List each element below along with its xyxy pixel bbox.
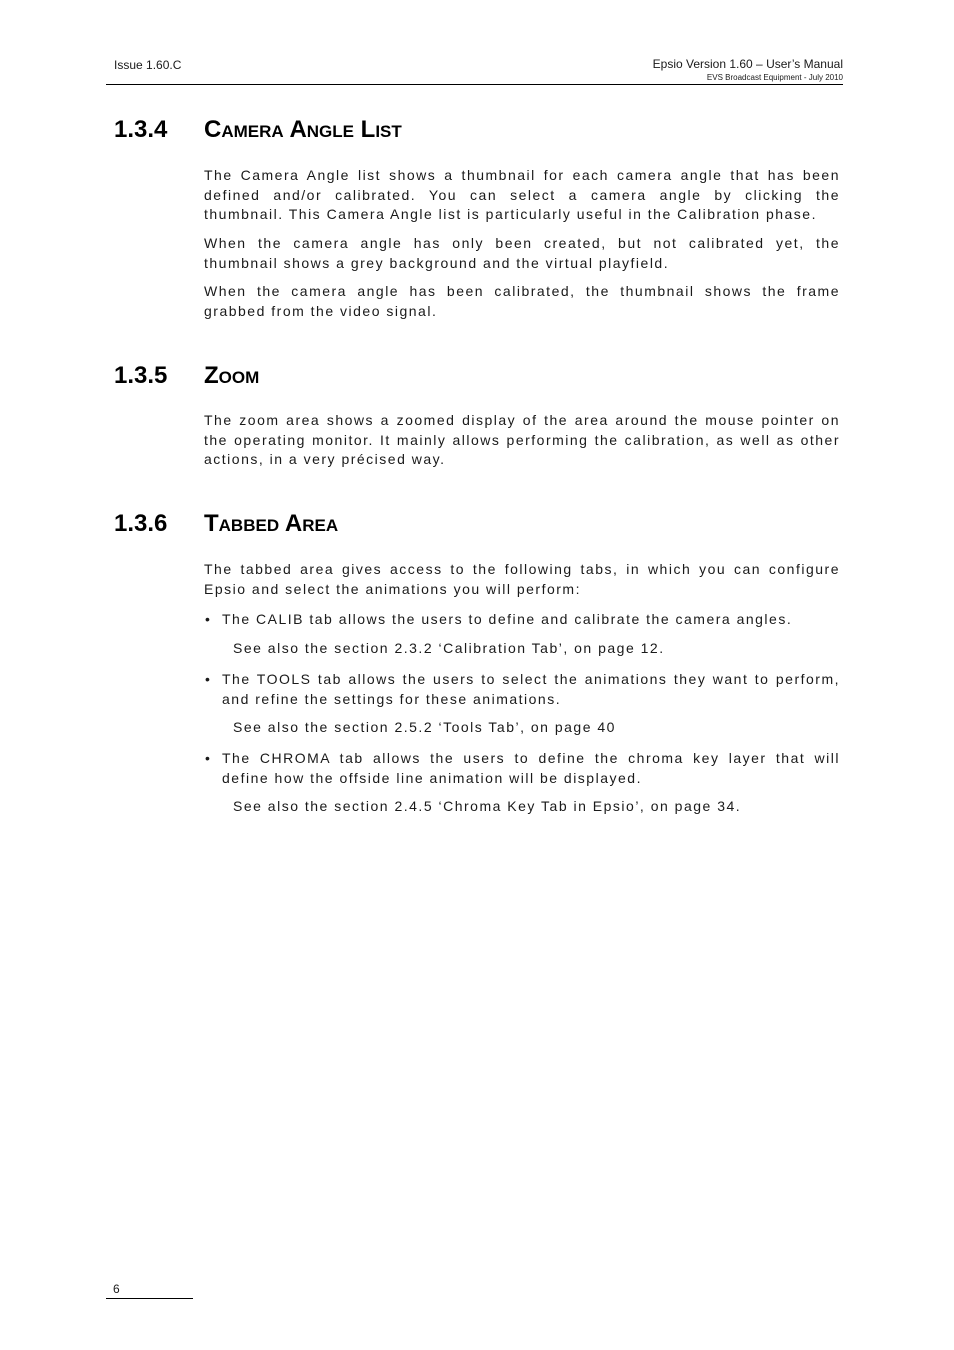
header-divider	[106, 84, 843, 85]
paragraph: The zoom area shows a zoomed display of the area around the mouse pointer on the operating monitor. It mainly allows performing the calibration, as well as other actions, in a very précised way.	[204, 412, 840, 467]
paragraph: When the camera angle has been calibrated, the thumbnail shows the frame grabbed from the video signal.	[204, 283, 840, 319]
header-right	[653, 57, 843, 82]
manual-subtitle: EVS Broadcast Equipment - July 2010	[706, 73, 843, 82]
section-title: Tabbed Area	[204, 510, 339, 537]
paragraph: The tabbed area gives access to the following tabs, in which you can configure Epsio and select the animations you will perform:	[204, 561, 840, 597]
bullet-icon: •	[205, 671, 212, 687]
bullet-icon: •	[205, 611, 212, 627]
section-heading-camera-angle-list	[114, 116, 402, 144]
list-item	[204, 749, 840, 788]
issue-label: Issue 1.60.C	[114, 58, 182, 72]
list-item	[204, 670, 840, 709]
section-heading-tabbed-area	[114, 510, 338, 538]
section-number: 1.3.6	[114, 510, 168, 537]
list-item	[204, 610, 840, 630]
see-also-reference: See also the section 2.5.2 ‘Tools Tab’, on page 40	[233, 719, 616, 735]
section-title: Camera Angle List	[204, 116, 402, 143]
list-item-text: The TOOLS tab allows the users to select the animations they want to perform, and refine the settings for these animations.	[222, 671, 840, 707]
bullet-icon: •	[205, 750, 212, 766]
manual-title: Epsio Version 1.60 – User’s Manual	[652, 57, 843, 71]
section-title: Zoom	[204, 362, 260, 389]
section-heading-zoom	[114, 362, 259, 390]
see-also-reference: See also the section 2.4.5 ‘Chroma Key Tab in Epsio’, on page 34.	[233, 798, 742, 814]
paragraph: The Camera Angle list shows a thumbnail for each camera angle that has been defined and/or calibrated. You can select a camera angle by clicking the thumbnail. This Camera Angle list is particularly useful in the Calibration phase.	[204, 167, 840, 222]
page-number: 6	[113, 1282, 120, 1296]
section-number: 1.3.5	[114, 362, 168, 389]
footer-divider	[106, 1298, 193, 1299]
list-item-text: The CHROMA tab allows the users to define the chroma key layer that will define how the offside line animation will be displayed.	[222, 750, 840, 786]
list-item-text: The CALIB tab allows the users to define and calibrate the camera angles.	[222, 611, 793, 627]
section-number: 1.3.4	[114, 116, 168, 143]
see-also-reference: See also the section 2.3.2 ‘Calibration Tab’, on page 12.	[233, 640, 665, 656]
paragraph: When the camera angle has only been created, but not calibrated yet, the thumbnail shows a grey background and the virtual playfield.	[204, 235, 840, 271]
